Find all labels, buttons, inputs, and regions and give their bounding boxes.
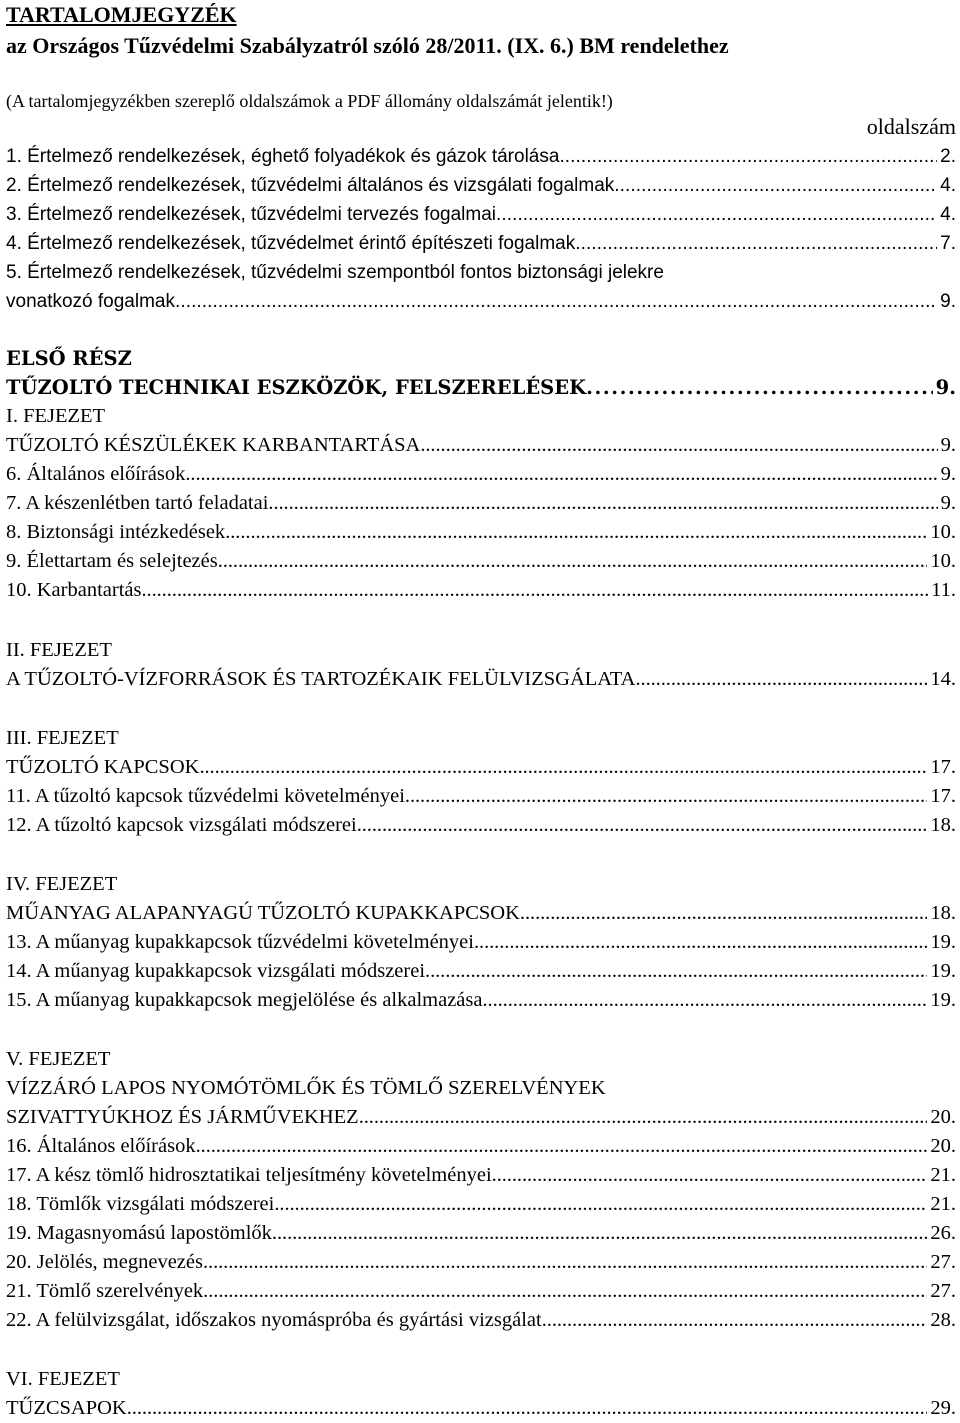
toc-entry-page: 10. bbox=[930, 550, 956, 572]
toc-entry-page: 4. bbox=[940, 204, 956, 225]
toc-chapter[interactable] bbox=[6, 431, 956, 460]
toc-chapter[interactable] bbox=[6, 1103, 956, 1132]
toc-entry-page: 20. bbox=[930, 1106, 956, 1128]
toc-entry-page: 18. bbox=[930, 902, 956, 924]
toc-entry-page: 4. bbox=[940, 175, 956, 196]
page-number-note: (A tartalomjegyzékben szereplő oldalszámok a PDF állomány oldalszámát jelentik!) bbox=[6, 91, 613, 111]
toc-entry-text: 13. A műanyag kupakkapcsok tűzvédelmi követelményei bbox=[6, 931, 474, 953]
toc-entry-page: 19. bbox=[930, 931, 956, 953]
toc-entry-page: 14. bbox=[930, 668, 956, 690]
toc-entry-page: 9. bbox=[940, 492, 956, 514]
toc-entry[interactable] bbox=[6, 986, 956, 1015]
chapter-title: MŰANYAG ALAPANYAGÚ TŰZOLTÓ KUPAKKAPCSOK bbox=[6, 902, 520, 924]
toc-entry[interactable] bbox=[6, 1132, 956, 1161]
toc-entry-page: 20. bbox=[930, 1135, 956, 1157]
toc-entry[interactable] bbox=[6, 957, 956, 986]
toc-entry-page: 18. bbox=[930, 814, 956, 836]
toc-entry-page: 7. bbox=[940, 233, 956, 254]
toc-entry-page: 19. bbox=[930, 989, 956, 1011]
chapter-label: V. FEJEZET bbox=[6, 1048, 111, 1070]
document-subtitle: az Országos Tűzvédelmi Szabályzatról szóló 28/2011. (IX. 6.) BM rendelethez bbox=[6, 33, 729, 58]
toc-entry-page: 9. bbox=[940, 463, 956, 485]
toc-entry[interactable] bbox=[6, 287, 956, 316]
toc-entry[interactable] bbox=[6, 489, 956, 518]
toc-chapter[interactable] bbox=[6, 899, 956, 928]
toc-entry[interactable] bbox=[6, 142, 956, 171]
toc-entry-text: 19. Magasnyomású lapostömlők bbox=[6, 1222, 272, 1244]
chapter-title: SZIVATTYÚKHOZ ÉS JÁRMŰVEKHEZ bbox=[6, 1106, 359, 1128]
chapter-label: IV. FEJEZET bbox=[6, 873, 118, 895]
toc-chapter[interactable] bbox=[6, 753, 956, 782]
part-label: ELSŐ RÉSZ bbox=[6, 347, 132, 370]
chapter-title: TŰZCSAPOK bbox=[6, 1397, 127, 1419]
toc-entry-text: 21. Tömlő szerelvények bbox=[6, 1280, 204, 1302]
toc-entry[interactable] bbox=[6, 1219, 956, 1248]
toc-entry-text-line1: 5. Értelmező rendelkezések, tűzvédelmi szempontból fontos biztonsági jelekre bbox=[6, 262, 664, 283]
toc-entry-text: 18. Tömlők vizsgálati módszerei bbox=[6, 1193, 275, 1215]
toc-entry-page: 17. bbox=[930, 756, 956, 778]
document-title: TARTALOMJEGYZÉK bbox=[6, 2, 237, 27]
toc-entry[interactable] bbox=[6, 576, 956, 605]
toc-entry-text: 20. Jelölés, megnevezés bbox=[6, 1251, 203, 1273]
toc-entry-page: 27. bbox=[930, 1280, 956, 1302]
toc-chapter[interactable] bbox=[6, 665, 956, 694]
toc-chapter[interactable] bbox=[6, 1394, 956, 1423]
toc-entry-text: 3. Értelmező rendelkezések, tűzvédelmi tervezés fogalmai bbox=[6, 204, 497, 225]
toc-entry-text: 10. Karbantartás bbox=[6, 579, 142, 601]
toc-entry-text: 11. A tűzoltó kapcsok tűzvédelmi követelményei bbox=[6, 785, 405, 807]
toc-entry-page: 9. bbox=[935, 376, 956, 399]
chapter-label: III. FEJEZET bbox=[6, 727, 119, 749]
chapter-title: TŰZOLTÓ KÉSZÜLÉKEK KARBANTARTÁSA bbox=[6, 434, 421, 456]
toc-entry-text: 6. Általános előírások bbox=[6, 463, 186, 485]
toc-entry[interactable] bbox=[6, 518, 956, 547]
toc-entry[interactable] bbox=[6, 1248, 956, 1277]
toc-entry-page: 27. bbox=[930, 1251, 956, 1273]
toc-entry[interactable] bbox=[6, 1190, 956, 1219]
toc-entry-text: 12. A tűzoltó kapcsok vizsgálati módszerei bbox=[6, 814, 357, 836]
chapter-title: A TŰZOLTÓ-VÍZFORRÁSOK ÉS TARTOZÉKAIK FELÜLVIZSGÁLATA bbox=[6, 668, 636, 690]
toc-entry[interactable] bbox=[6, 547, 956, 576]
toc-entry-text: 15. A műanyag kupakkapcsok megjelölése és alkalmazása bbox=[6, 989, 483, 1011]
toc-entry[interactable] bbox=[6, 782, 956, 811]
toc-entry[interactable] bbox=[6, 200, 956, 229]
toc-entry-page: 10. bbox=[930, 521, 956, 543]
chapter-label: VI. FEJEZET bbox=[6, 1368, 120, 1390]
toc-entry-page: 29. bbox=[930, 1397, 956, 1419]
toc-entry[interactable] bbox=[6, 229, 956, 258]
toc-entry-text: 8. Biztonsági intézkedések bbox=[6, 521, 226, 543]
toc-part[interactable] bbox=[6, 373, 956, 402]
toc-entry-text: 22. A felülvizsgálat, időszakos nyomáspróba és gyártási vizsgálat bbox=[6, 1309, 542, 1331]
toc-entry[interactable] bbox=[6, 1306, 956, 1335]
toc-entry-text: 16. Általános előírások bbox=[6, 1135, 196, 1157]
chapter-label: I. FEJEZET bbox=[6, 405, 106, 427]
toc-entry-text: 7. A készenlétben tartó feladatai bbox=[6, 492, 269, 514]
toc-entry[interactable] bbox=[6, 1277, 956, 1306]
toc-entry-page: 21. bbox=[930, 1193, 956, 1215]
toc-entry-page: 28. bbox=[930, 1309, 956, 1331]
toc-entry-text: vonatkozó fogalmak bbox=[6, 291, 175, 312]
toc-entry-page: 19. bbox=[930, 960, 956, 982]
toc-entry-page: 17. bbox=[930, 785, 956, 807]
toc-entry-page: 2. bbox=[940, 146, 956, 167]
toc-entry[interactable] bbox=[6, 811, 956, 840]
chapter-title-line1: VÍZZÁRÓ LAPOS NYOMÓTÖMLŐK ÉS TÖMLŐ SZERELVÉNYEK bbox=[6, 1077, 606, 1099]
toc-entry-page: 11. bbox=[931, 579, 956, 601]
toc-entry-page: 9. bbox=[940, 291, 956, 312]
toc-entry[interactable] bbox=[6, 460, 956, 489]
toc-entry-page: 26. bbox=[930, 1222, 956, 1244]
chapter-title: TŰZOLTÓ KAPCSOK bbox=[6, 756, 200, 778]
toc-entry-text: 4. Értelmező rendelkezések, tűzvédelmet érintő építészeti fogalmak bbox=[6, 233, 576, 254]
toc-entry[interactable] bbox=[6, 171, 956, 200]
toc-entry[interactable] bbox=[6, 928, 956, 957]
toc-entry-page: 9. bbox=[940, 434, 956, 456]
toc-entry-text: 2. Értelmező rendelkezések, tűzvédelmi általános és vizsgálati fogalmak bbox=[6, 175, 615, 196]
part-title: TŰZOLTÓ TECHNIKAI ESZKÖZÖK, FELSZERELÉSEK bbox=[6, 376, 587, 399]
toc-entry-page: 21. bbox=[930, 1164, 956, 1186]
toc-entry-text: 9. Élettartam és selejtezés bbox=[6, 550, 218, 572]
toc-entry[interactable] bbox=[6, 1161, 956, 1190]
page-column-label: oldalszám bbox=[866, 114, 956, 139]
toc-entry-text: 17. A kész tömlő hidrosztatikai teljesítmény követelményei bbox=[6, 1164, 492, 1186]
toc-entry-text: 1. Értelmező rendelkezések, éghető folyadékok és gázok tárolása bbox=[6, 146, 560, 167]
toc-entry-text: 14. A műanyag kupakkapcsok vizsgálati módszerei bbox=[6, 960, 426, 982]
chapter-label: II. FEJEZET bbox=[6, 639, 112, 661]
